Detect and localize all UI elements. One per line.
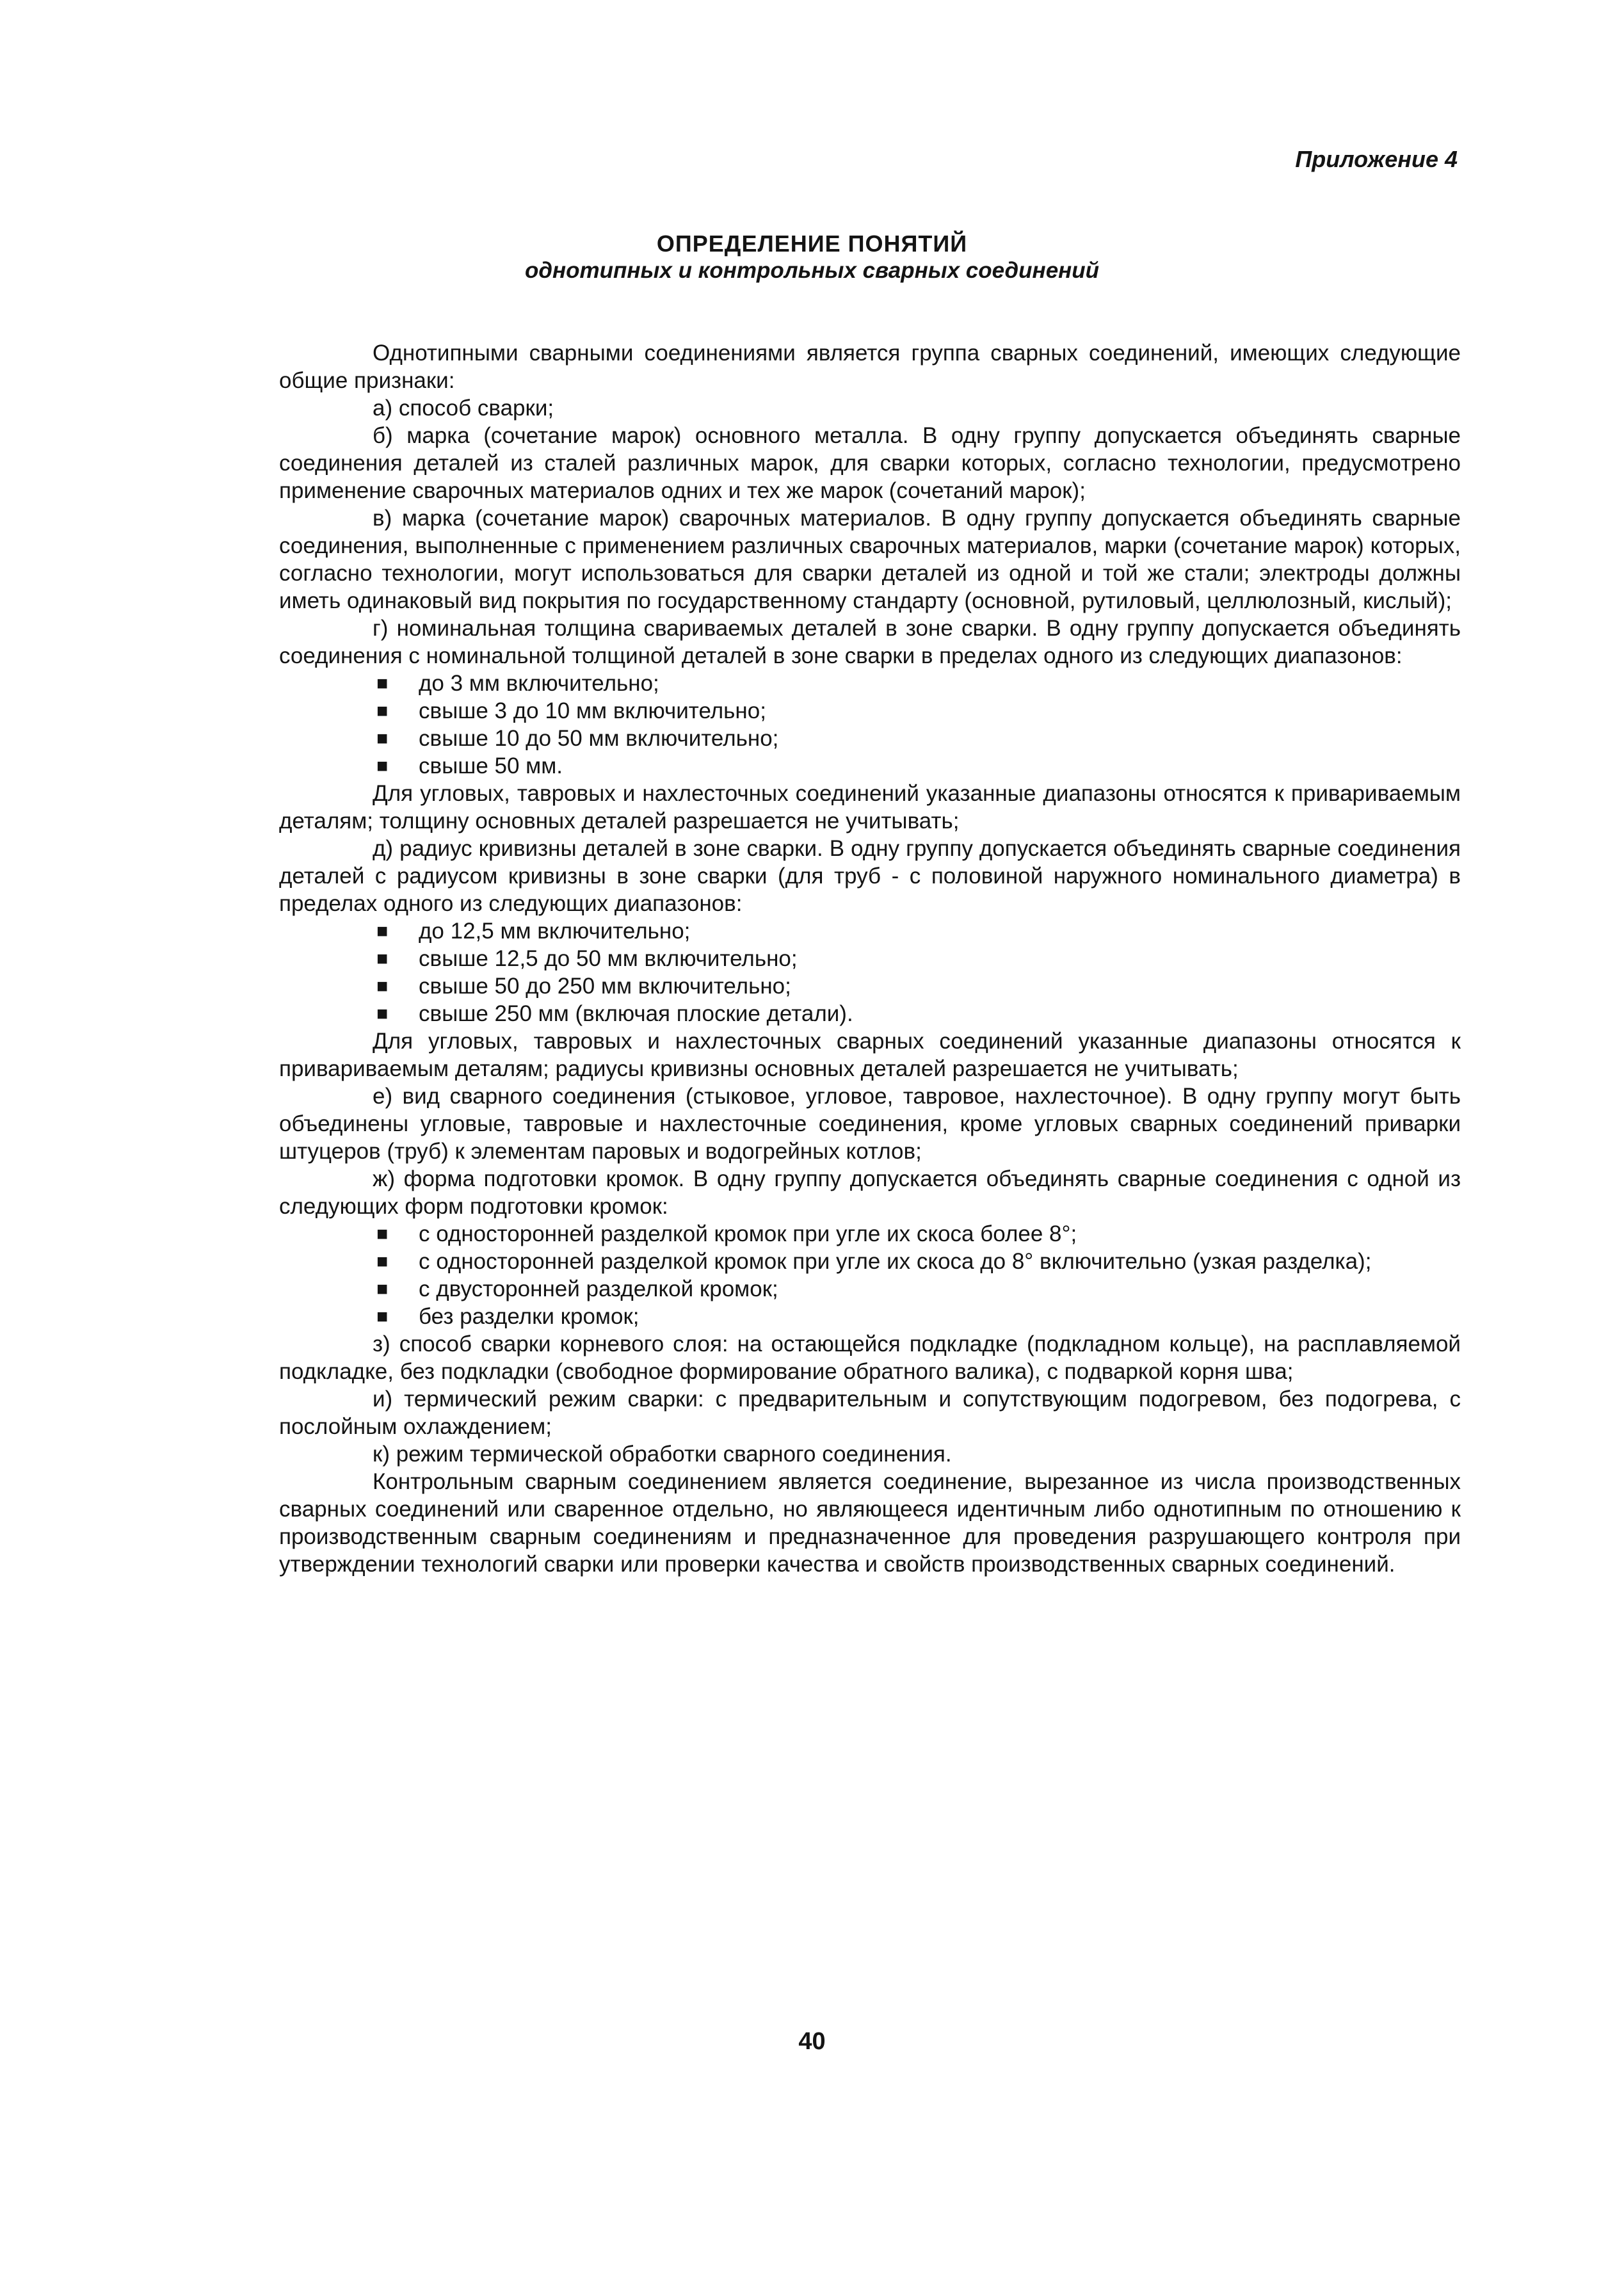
list-item-text: с односторонней разделкой кромок при угле их скоса более 8°;	[419, 1221, 1077, 1246]
page-number: 40	[798, 2028, 826, 2055]
paragraph-k: к) режим термической обработки сварного соединения.	[373, 1442, 952, 1467]
list-item-text: с односторонней разделкой кромок при угле их скоса до 8° включительно (узкая разделка);	[419, 1249, 1372, 1274]
paragraph-zh: ж) форма подготовки кромок. В одну группу допускается объединять сварные соединения с одной из следующих форм подготовки кромок:	[279, 1166, 1461, 1219]
list-item	[279, 1275, 1461, 1303]
list-item	[279, 945, 1461, 972]
list-item-text: свыше 3 до 10 мм включительно;	[419, 698, 766, 723]
list-item	[279, 1000, 1461, 1027]
list-item	[279, 697, 1461, 725]
bullet-icon: ■	[376, 728, 389, 749]
paragraph-d: д) радиус кривизны деталей в зоне сварки. В одну группу допускается объединять сварные соединения деталей с радиусом кривизны в зоне сварки (для труб - с половиной наружного номинального диаметра) в пределах одного из следующих диапазонов:	[279, 836, 1461, 916]
list-item	[279, 1248, 1461, 1275]
bullet-icon: ■	[376, 1251, 389, 1272]
list-item-text: с двусторонней разделкой кромок;	[419, 1276, 778, 1301]
list-item-text: свыше 12,5 до 50 мм включительно;	[419, 946, 798, 971]
paragraph-intro: Однотипными сварными соединениями является группа сварных соединений, имеющих следующие общие признаки:	[279, 341, 1461, 393]
paragraph-a: а) способ сварки;	[373, 396, 554, 421]
paragraph-control: Контрольным сварным соединением является соединение, вырезанное из числа производственных сварных соединений или сваренное отдельно, но являющееся идентичным либо однотипным по отношению к производственным сварным соединениям и предназначенное для проведения разрушающего контроля при утверждении технологий сварки или проверки качества и свойств производственных сварных соединений.	[279, 1469, 1461, 1577]
list-item-text: свыше 250 мм (включая плоские детали).	[419, 1001, 853, 1026]
bullet-icon: ■	[376, 1223, 389, 1244]
list-item-text: до 3 мм включительно;	[419, 671, 659, 696]
list-item	[279, 1303, 1461, 1330]
list-item	[279, 972, 1461, 1000]
radius-list	[279, 917, 1461, 1027]
list-item-text: до 12,5 мм включительно;	[419, 919, 691, 944]
paragraph-z: з) способ сварки корневого слоя: на остающейся подкладке (подкладном кольце), на расплавляемой подкладке, без подкладки (свободное формирование обратного валика), с подваркой корня шва;	[279, 1332, 1461, 1384]
page-title: ОПРЕДЕЛЕНИЕ ПОНЯТИЙ	[656, 230, 968, 257]
paragraph-i: и) термический режим сварки: с предварительным и сопутствующим подогревом, без подогрева, с послойным охлаждением;	[279, 1387, 1461, 1439]
list-item-text: свыше 50 до 250 мм включительно;	[419, 974, 791, 999]
bullet-icon: ■	[376, 1003, 389, 1024]
page-subtitle: однотипных и контрольных сварных соединений	[524, 258, 1100, 283]
bullet-icon: ■	[376, 921, 389, 942]
appendix-label: Приложение 4	[1295, 146, 1458, 172]
bullet-icon: ■	[376, 673, 389, 694]
list-item	[279, 752, 1461, 780]
document-body	[279, 339, 1461, 1578]
bullet-icon: ■	[376, 948, 389, 969]
edges-list	[279, 1220, 1461, 1330]
bullet-icon: ■	[376, 755, 389, 777]
bullet-icon: ■	[376, 976, 389, 997]
paragraph-g-note: Для угловых, тавровых и нахлесточных соединений указанные диапазоны относятся к привариваемым деталям; толщину основных деталей разрешается не учитывать;	[279, 781, 1461, 833]
list-item	[279, 1220, 1461, 1248]
list-item-text: свыше 50 мм.	[419, 753, 563, 778]
list-item-text: без разделки кромок;	[419, 1304, 639, 1329]
list-item-text: свыше 10 до 50 мм включительно;	[419, 726, 779, 751]
list-item	[279, 725, 1461, 752]
paragraph-d-note: Для угловых, тавровых и нахлесточных сварных соединений указанные диапазоны относятся к привариваемым деталям; радиусы кривизны основных деталей разрешается не учитывать;	[279, 1029, 1461, 1081]
paragraph-g: г) номинальная толщина свариваемых деталей в зоне сварки. В одну группу допускается объединять соединения с номинальной толщиной деталей в зоне сварки в пределах одного из следующих диапазонов:	[279, 616, 1461, 668]
list-item	[279, 670, 1461, 697]
paragraph-b: б) марка (сочетание марок) основного металла. В одну группу допускается объединять сварные соединения деталей из сталей различных марок, для сварки которых, согласно технологии, предусмотрено применение сварочных материалов одних и тех же марок (сочетаний марок);	[279, 423, 1461, 503]
bullet-icon: ■	[376, 1306, 389, 1327]
list-item	[279, 917, 1461, 945]
bullet-icon: ■	[376, 700, 389, 721]
bullet-icon: ■	[376, 1278, 389, 1300]
thickness-list	[279, 670, 1461, 780]
paragraph-v: в) марка (сочетание марок) сварочных материалов. В одну группу допускается объединять сварные соединения, выполненные с применением различных сварочных материалов, марки (сочетание марок) которых, согласно технологии, могут использоваться для сварки деталей из одной и той же стали; электроды должны иметь одинаковый вид покрытия по государственному стандарту (основной, рутиловый, целлюлозный, кислый);	[279, 506, 1461, 613]
paragraph-e: е) вид сварного соединения (стыковое, угловое, тавровое, нахлесточное). В одну группу могут быть объединены угловые, тавровые и нахлесточные соединения, кроме угловых сварных соединений приварки штуцеров (труб) к элементам паровых и водогрейных котлов;	[279, 1084, 1461, 1164]
